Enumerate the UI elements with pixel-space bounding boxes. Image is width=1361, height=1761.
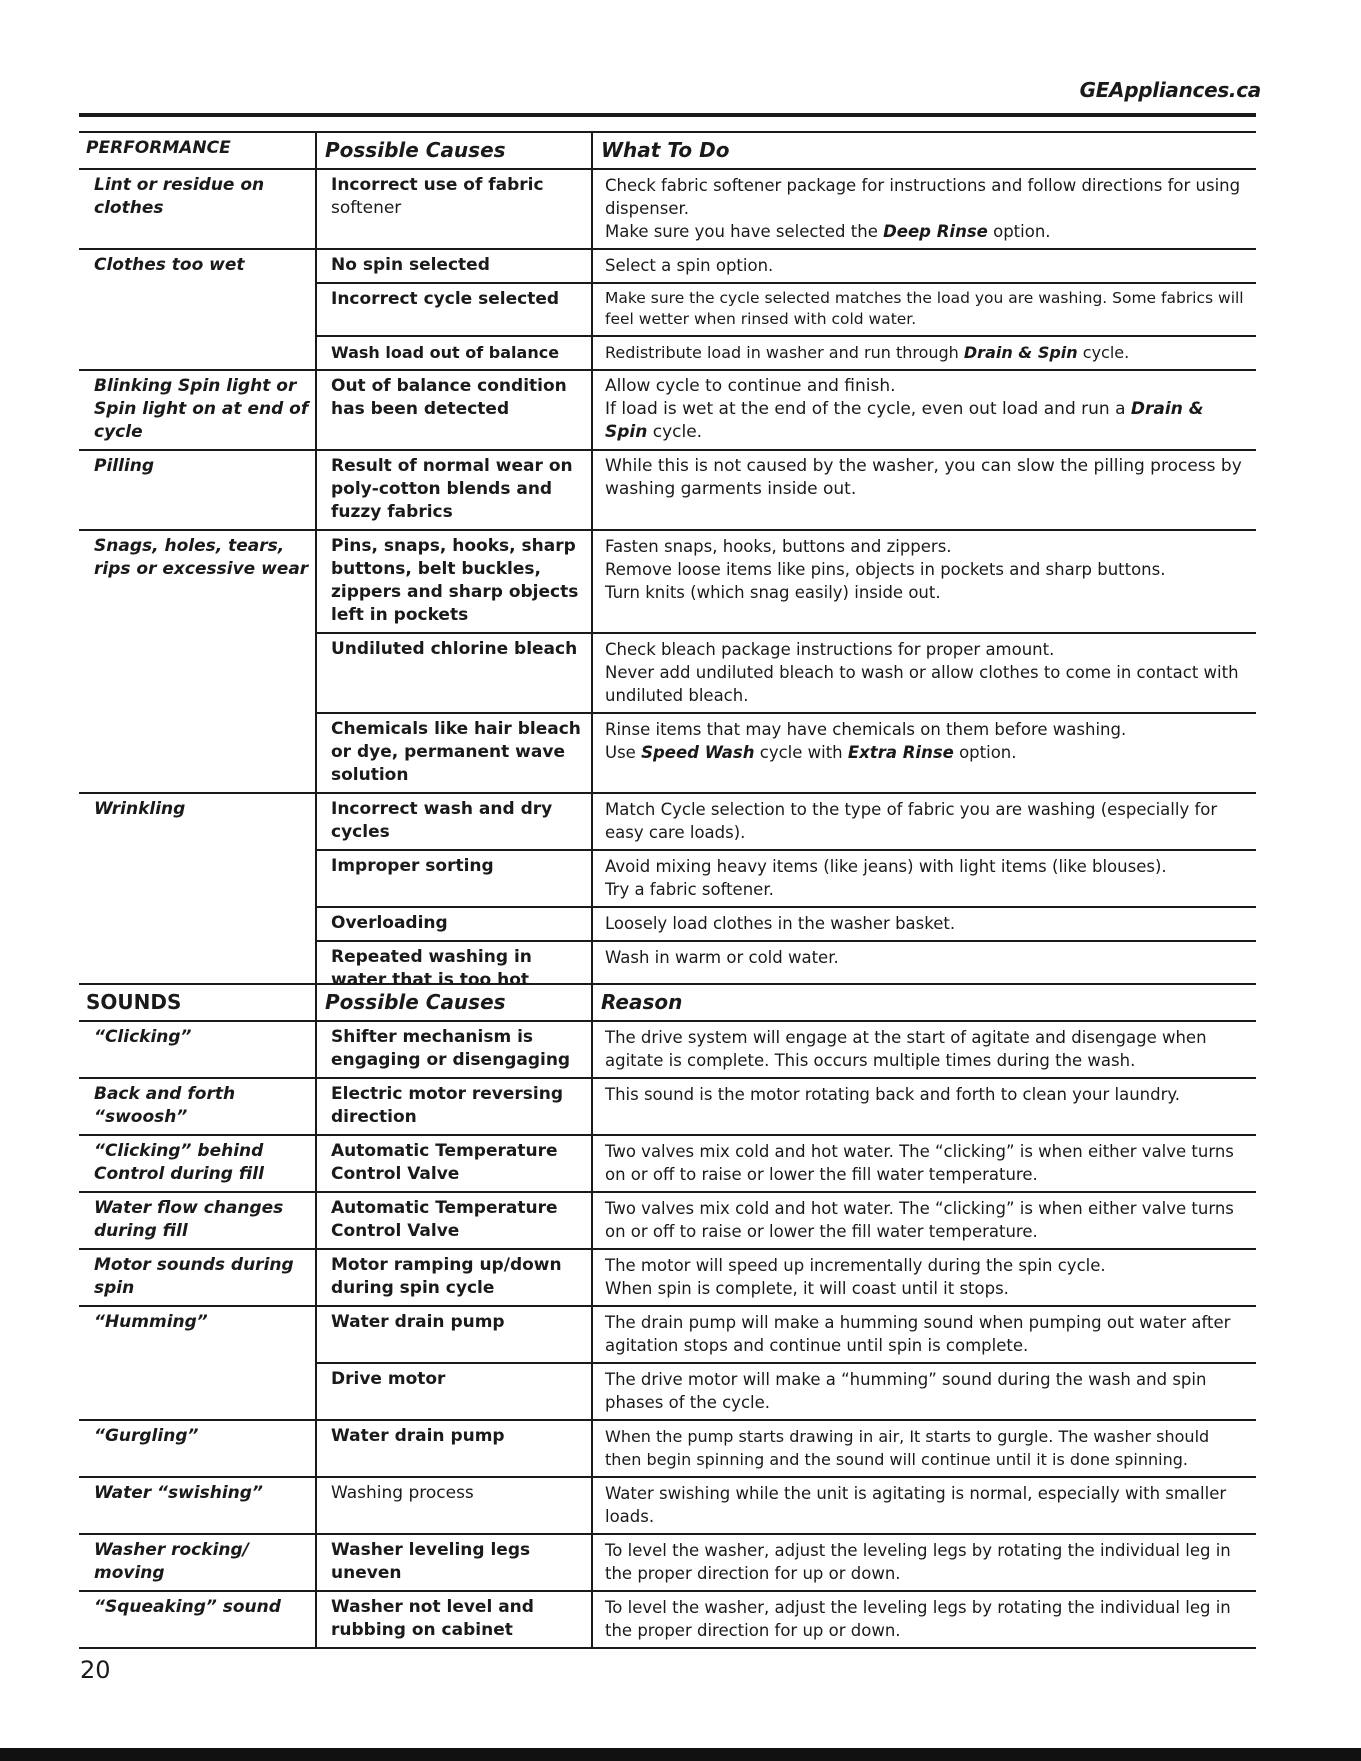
reason-line: Two valves mix cold and hot water. The “clicking” is when either valve turns on or off to raise or lower the fill water temperature.	[605, 1199, 1234, 1241]
problem-cell	[79, 336, 316, 370]
table-row	[79, 1021, 1256, 1078]
reason-cell	[592, 1078, 1256, 1135]
reason-line: The drive motor will make a “humming” sound during the wash and spin phases of the cycle.	[605, 1370, 1207, 1412]
reason-cell	[592, 1306, 1256, 1363]
cause-cell: Result of normal wear on poly-cotton blends and fuzzy fabrics	[316, 450, 592, 530]
performance-header-row	[79, 132, 1256, 169]
reason-cell	[592, 1534, 1256, 1591]
action-cell	[592, 907, 1256, 941]
action-cell	[592, 713, 1256, 793]
cause-cell	[316, 169, 592, 249]
what-to-do-heading: What To Do	[592, 132, 1256, 169]
cause-cell: Water drain pump	[316, 1420, 592, 1477]
cause-cell: Improper sorting	[316, 850, 592, 907]
table-row	[79, 336, 1256, 370]
problem-cell: Water “swishing”	[79, 1477, 316, 1534]
action-cell	[592, 169, 1256, 249]
problem-cell	[79, 713, 316, 793]
action-line: Rinse items that may have chemicals on them before washing.	[605, 720, 1127, 739]
page-number: 20	[80, 1656, 111, 1684]
table-row	[79, 793, 1256, 850]
table-row	[79, 1249, 1256, 1306]
action-line: Allow cycle to continue and finish.	[605, 376, 896, 396]
cause-cell: Automatic Temperature Control Valve	[316, 1135, 592, 1192]
cause-cell: Incorrect wash and dry cycles	[316, 793, 592, 850]
action-line: Try a fabric softener.	[605, 880, 774, 899]
problem-cell	[79, 907, 316, 941]
action-cell	[592, 249, 1256, 283]
action-line: Make sure you have selected the Deep Rinse option.	[605, 222, 1051, 241]
cause-cell: Washer leveling legs uneven	[316, 1534, 592, 1591]
reason-line: The drive system will engage at the start of agitate and disengage when agitate is complete. This occurs multiple times during the wash.	[605, 1028, 1207, 1070]
reason-cell	[592, 1135, 1256, 1192]
table-row	[79, 450, 1256, 530]
action-line: Avoid mixing heavy items (like jeans) with light items (like blouses).	[605, 857, 1167, 876]
table-row	[79, 1363, 1256, 1420]
problem-cell	[79, 850, 316, 907]
cause-cell: Incorrect cycle selected	[316, 283, 592, 336]
reason-cell	[592, 1420, 1256, 1477]
cause-cell: Repeated washing in water that is too hot	[316, 941, 592, 997]
action-cell	[592, 633, 1256, 713]
option-name: Extra Rinse	[847, 743, 954, 762]
cause-cell: Undiluted chlorine bleach	[316, 633, 592, 713]
cause-cell: Chemicals like hair bleach or dye, permanent wave solution	[316, 713, 592, 793]
reason-line: To level the washer, adjust the leveling legs by rotating the individual leg in the proper direction for up or down.	[605, 1598, 1231, 1640]
problem-cell: “Humming”	[79, 1306, 316, 1363]
performance-body	[79, 169, 1256, 997]
causes-heading: Possible Causes	[316, 132, 592, 169]
cycle-name: Drain & Spin	[605, 399, 1204, 442]
table-row	[79, 1078, 1256, 1135]
action-cell	[592, 850, 1256, 907]
problem-cell: “Gurgling”	[79, 1420, 316, 1477]
performance-heading: PERFORMANCE	[79, 132, 316, 169]
cause-cell: Wash load out of balance	[316, 336, 592, 370]
action-line: While this is not caused by the washer, you can slow the pilling process by washing garments inside out.	[605, 456, 1242, 499]
performance-table	[79, 131, 1256, 997]
action-cell	[592, 283, 1256, 336]
action-cell	[592, 793, 1256, 850]
action-line: Redistribute load in washer and run through Drain & Spin cycle.	[605, 343, 1130, 362]
cause-cell: No spin selected	[316, 249, 592, 283]
action-line: Check fabric softener package for instructions and follow directions for using dispenser.	[605, 176, 1241, 218]
cause-cell: Washing process	[316, 1477, 592, 1534]
cause-text-light: softener	[331, 198, 402, 218]
action-line: Remove loose items like pins, objects in pockets and sharp buttons.	[605, 560, 1166, 579]
action-line: Use Speed Wash cycle with Extra Rinse option.	[605, 743, 1017, 762]
reason-line: To level the washer, adjust the leveling legs by rotating the individual leg in the proper direction for up or down.	[605, 1541, 1231, 1583]
sounds-header-row	[79, 984, 1256, 1021]
cause-cell: Washer not level and rubbing on cabinet	[316, 1591, 592, 1648]
table-row	[79, 850, 1256, 907]
action-line: Select a spin option.	[605, 256, 774, 275]
cause-cell: Shifter mechanism is engaging or disengaging	[316, 1021, 592, 1078]
action-cell	[592, 450, 1256, 530]
cause-cell: Motor ramping up/down during spin cycle	[316, 1249, 592, 1306]
reason-line: The motor will speed up incrementally during the spin cycle.	[605, 1256, 1106, 1275]
cause-cell: Drive motor	[316, 1363, 592, 1420]
reason-cell	[592, 1591, 1256, 1648]
reason-line: The drain pump will make a humming sound when pumping out water after agitation stops and continue until spin is complete.	[605, 1313, 1231, 1355]
table-row	[79, 1591, 1256, 1648]
problem-cell: “Squeaking” sound	[79, 1591, 316, 1648]
action-cell	[592, 530, 1256, 633]
cause-cell: Pins, snaps, hooks, sharp buttons, belt buckles, zippers and sharp objects left in pockets	[316, 530, 592, 633]
action-line: Turn knits (which snag easily) inside out.	[605, 583, 941, 602]
cause-cell: Electric motor reversing direction	[316, 1078, 592, 1135]
table-row	[79, 249, 1256, 283]
table-row	[79, 1135, 1256, 1192]
action-line: Wash in warm or cold water.	[605, 948, 839, 967]
problem-cell: Pilling	[79, 450, 316, 530]
action-line: Fasten snaps, hooks, buttons and zippers.	[605, 537, 952, 556]
option-name: Deep Rinse	[883, 222, 988, 241]
problem-cell: Water flow changes during fill	[79, 1192, 316, 1249]
bottom-bar	[0, 1748, 1361, 1761]
action-line: Loosely load clothes in the washer basket.	[605, 914, 956, 933]
causes-heading: Possible Causes	[316, 984, 592, 1021]
problem-cell: Blinking Spin light or Spin light on at end of cycle	[79, 370, 316, 450]
table-row	[79, 1192, 1256, 1249]
reason-line: When spin is complete, it will coast until it stops.	[605, 1279, 1009, 1298]
action-cell	[592, 336, 1256, 370]
reason-line: Two valves mix cold and hot water. The “clicking” is when either valve turns on or off to raise or lower the fill water temperature.	[605, 1142, 1234, 1184]
table-row	[79, 169, 1256, 249]
problem-cell: “Clicking” behind Control during fill	[79, 1135, 316, 1192]
cycle-name: Speed Wash	[641, 743, 755, 762]
table-row	[79, 1420, 1256, 1477]
problem-cell: Wrinkling	[79, 793, 316, 850]
sounds-table	[79, 983, 1256, 1649]
cause-cell: Automatic Temperature Control Valve	[316, 1192, 592, 1249]
problem-cell	[79, 1363, 316, 1420]
cause-cell: Water drain pump	[316, 1306, 592, 1363]
problem-cell: “Clicking”	[94, 1027, 192, 1047]
action-line: Never add undiluted bleach to wash or allow clothes to come in contact with undiluted bleach.	[605, 663, 1239, 705]
table-row	[79, 907, 1256, 941]
reason-line: Water swishing while the unit is agitating is normal, especially with smaller loads.	[605, 1484, 1227, 1526]
reason-cell	[592, 1021, 1256, 1078]
reason-cell	[592, 1192, 1256, 1249]
sounds-heading: SOUNDS	[79, 984, 316, 1021]
problem-cell	[79, 283, 316, 336]
cause-text: Incorrect use of fabric	[331, 175, 544, 195]
problem-cell	[79, 633, 316, 713]
table-row	[79, 713, 1256, 793]
problem-cell: Back and forth “swoosh”	[79, 1078, 316, 1135]
problem-cell: Snags, holes, tears, rips or excessive wear	[79, 530, 316, 633]
table-row	[79, 633, 1256, 713]
sounds-body	[79, 1021, 1256, 1648]
table-row	[79, 530, 1256, 633]
problem-cell: Motor sounds during spin	[79, 1249, 316, 1306]
action-line: Make sure the cycle selected matches the load you are washing. Some fabrics will feel wetter when rinsed with cold water.	[605, 289, 1244, 328]
site-url: GEAppliances.ca	[1079, 78, 1261, 102]
reason-cell	[592, 1249, 1256, 1306]
table-row	[79, 1306, 1256, 1363]
cause-cell: Out of balance condition has been detected	[316, 370, 592, 450]
table-row	[79, 283, 1256, 336]
problem-cell: Lint or residue on clothes	[94, 175, 265, 218]
action-line: Check bleach package instructions for proper amount.	[605, 640, 1055, 659]
reason-line: When the pump starts drawing in air, It starts to gurgle. The washer should then begin spinning and the sound will continue until it is done spinning.	[605, 1427, 1210, 1469]
table-row	[79, 1477, 1256, 1534]
reason-heading: Reason	[592, 984, 1256, 1021]
action-line: Match Cycle selection to the type of fabric you are washing (especially for easy care loads).	[605, 800, 1218, 842]
header-rule	[79, 113, 1256, 117]
action-line: If load is wet at the end of the cycle, even out load and run a Drain & Spin cycle.	[605, 399, 1204, 442]
cause-cell: Overloading	[316, 907, 592, 941]
reason-cell	[592, 1477, 1256, 1534]
table-row	[79, 370, 1256, 450]
action-cell	[592, 370, 1256, 450]
cycle-name: Drain & Spin	[963, 343, 1078, 362]
problem-cell: Clothes too wet	[79, 249, 316, 283]
problem-cell: Washer rocking/ moving	[79, 1534, 316, 1591]
table-row	[79, 1534, 1256, 1591]
reason-cell	[592, 1363, 1256, 1420]
reason-line: This sound is the motor rotating back and forth to clean your laundry.	[605, 1085, 1181, 1104]
